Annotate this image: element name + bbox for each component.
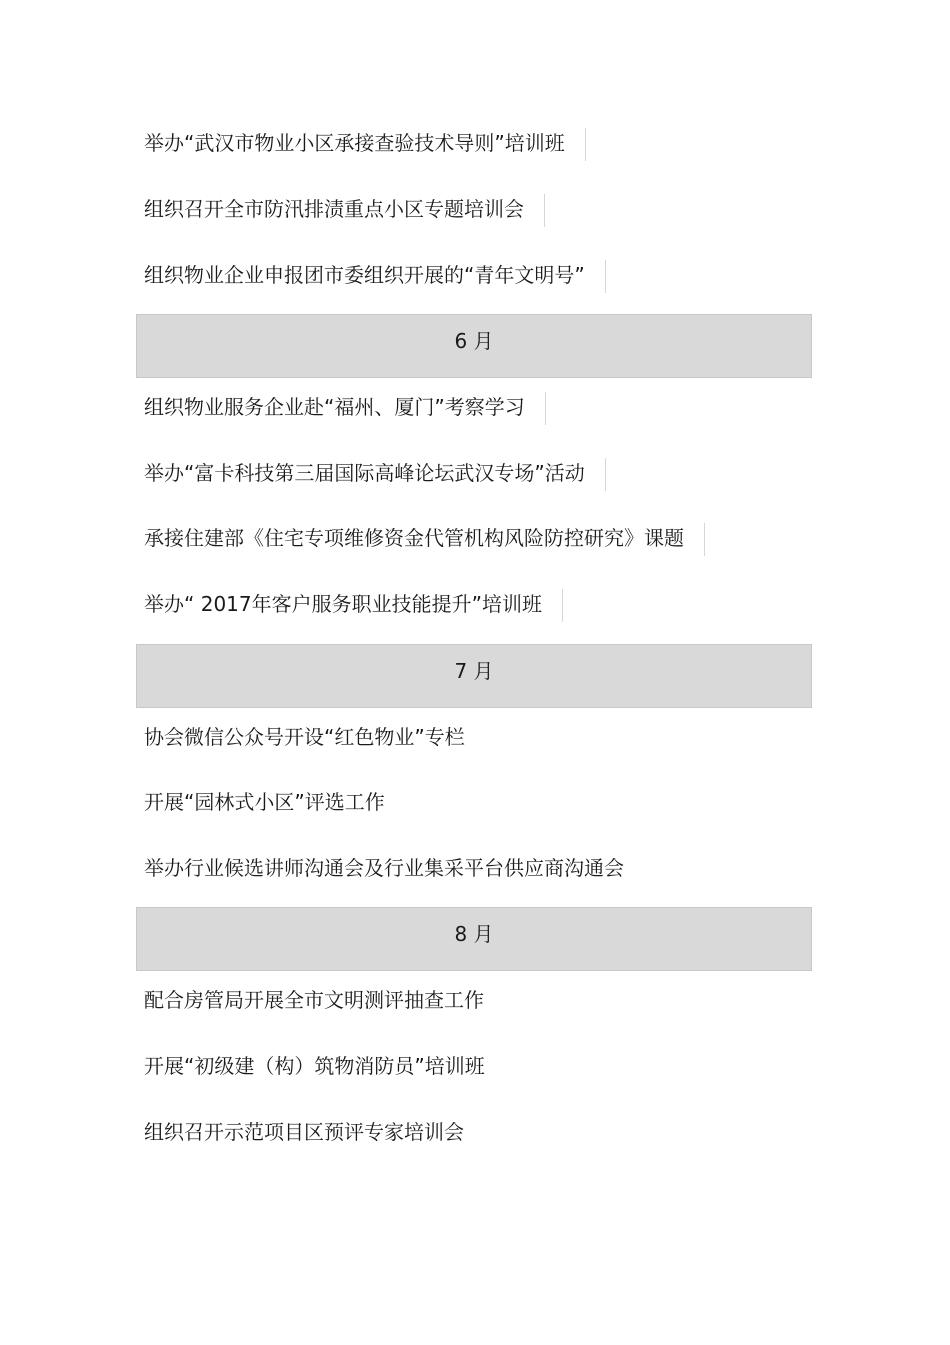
item-text: 组织物业服务企业赴“福州、厦门”考察学习 <box>144 392 546 458</box>
item-text: 组织物业企业申报团市委组织开展的“青年文明号” <box>144 260 606 326</box>
item-text: 举办“富卡科技第三届国际高峰论坛武汉专场”活动 <box>144 458 606 524</box>
month-label: 7 月 <box>454 659 494 683</box>
item-text: 组织召开示范项目区预评专家培训会 <box>144 1120 464 1144</box>
month-header-july <box>136 644 812 708</box>
month-header-june <box>136 314 812 378</box>
item-text: 举办“ 2017年客户服务职业技能提升”培训班 <box>144 589 563 655</box>
item-text: 组织召开全市防汛排渍重点小区专题培训会 <box>144 194 545 260</box>
item-text: 举办“武汉市物业小区承接查验技术导则”培训班 <box>144 128 586 194</box>
item-text: 开展“园林式小区”评选工作 <box>144 790 385 814</box>
item-text: 承接住建部《住宅专项维修资金代管机构风险防控研究》课题 <box>144 523 705 589</box>
item-text: 配合房管局开展全市文明测评抽查工作 <box>144 988 484 1012</box>
month-header-august <box>136 907 812 971</box>
month-label: 8 月 <box>454 922 494 946</box>
item-text: 协会微信公众号开设“红色物业”专栏 <box>144 725 465 749</box>
item-text: 开展“初级建（构）筑物消防员”培训班 <box>144 1054 485 1078</box>
item-text: 举办行业候选讲师沟通会及行业集采平台供应商沟通会 <box>144 856 624 880</box>
month-label: 6 月 <box>454 329 494 353</box>
